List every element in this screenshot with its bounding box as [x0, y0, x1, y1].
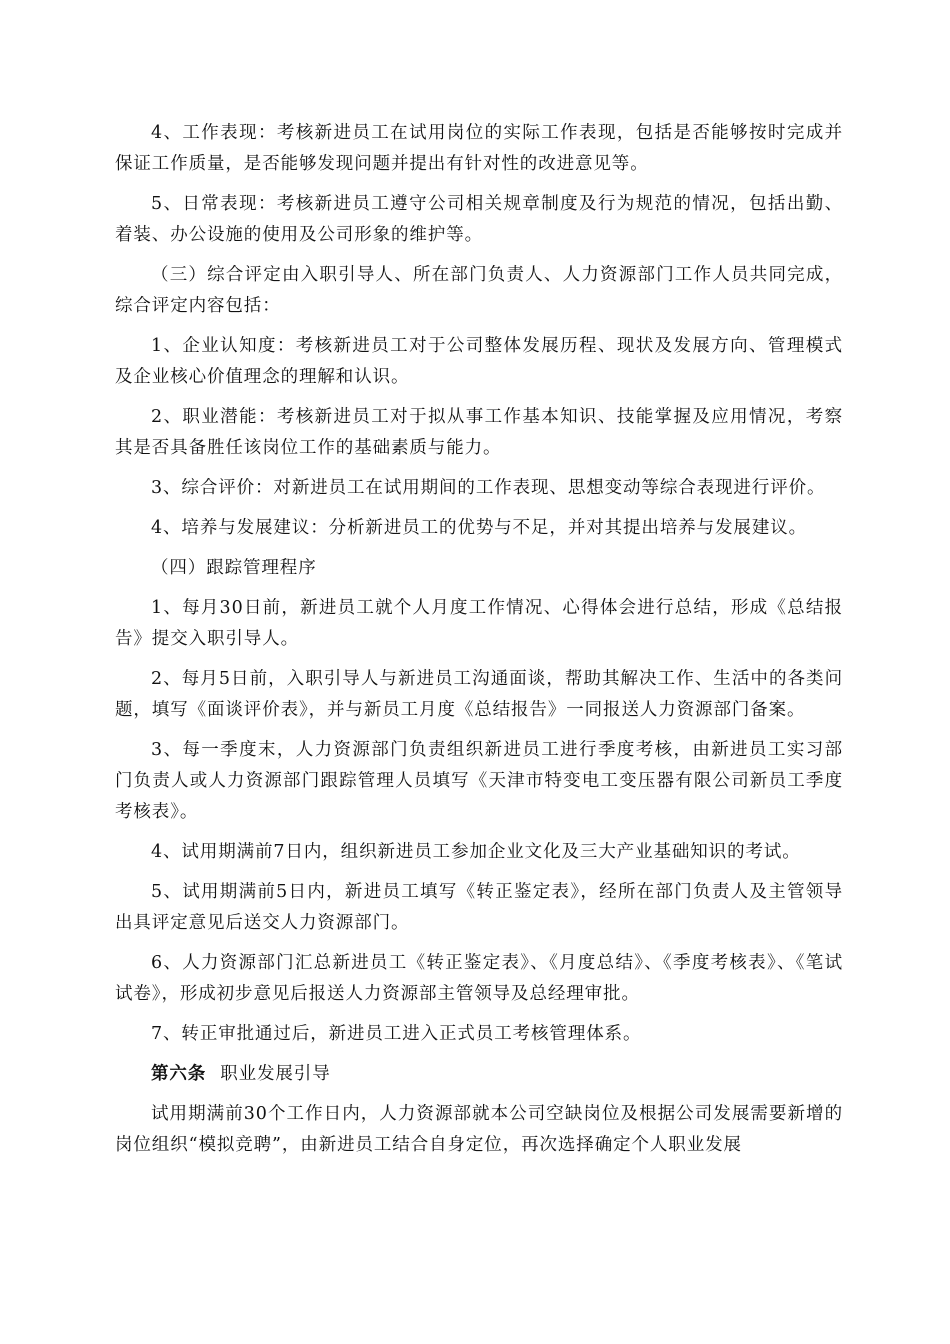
document-body: [115, 118, 843, 1170]
paragraph: 5、日常表现：考核新进员工遵守公司相关规章制度及行为规范的情况，包括出勤、着装、办公设施的使用及公司形象的维护等。: [115, 194, 843, 245]
paragraph: 3、综合评价：对新进员工在试用期间的工作表现、思想变动等综合表现进行评价。: [151, 478, 826, 498]
paragraph: 4、工作表现：考核新进员工在试用岗位的实际工作表现，包括是否能够按时完成并保证工作质量，是否能够发现问题并提出有针对性的改进意见等。: [115, 123, 843, 174]
paragraph: 6、人力资源部门汇总新进员工《转正鉴定表》、《月度总结》、《季度考核表》、《笔试试卷》，形成初步意见后报送人力资源部主管领导及总经理审批。: [115, 953, 843, 1004]
paragraph: 2、每月5日前，入职引导人与新进员工沟通面谈，帮助其解决工作、生活中的各类问题，填写《面谈评价表》，并与新员工月度《总结报告》一同报送人力资源部门备案。: [115, 669, 843, 720]
paragraph: 5、试用期满前5日内，新进员工填写《转正鉴定表》，经所在部门负责人及主管领导出具评定意见后送交人力资源部门。: [115, 882, 843, 933]
section-heading: （四）跟踪管理程序: [151, 558, 317, 578]
paragraph: 3、每一季度末，人力资源部门负责组织新进员工进行季度考核，由新进员工实习部门负责人或人力资源部门跟踪管理人员填写《天津市特变电工变压器有限公司新员工季度考核表》。: [115, 740, 843, 822]
paragraph: 1、企业认知度：考核新进员工对于公司整体发展历程、现状及发展方向、管理模式及企业核心价值理念的理解和认识。: [115, 336, 843, 387]
article-number: 第六条: [151, 1064, 207, 1084]
paragraph: 2、职业潜能：考核新进员工对于拟从事工作基本知识、技能掌握及应用情况，考察其是否具备胜任该岗位工作的基础素质与能力。: [115, 407, 843, 458]
paragraph: 7、转正审批通过后，新进员工进入正式员工考核管理体系。: [151, 1024, 642, 1044]
paragraph: （三）综合评定由入职引导人、所在部门负责人、人力资源部门工作人员共同完成，综合评定内容包括：: [115, 265, 843, 316]
article-title: 职业发展引导: [220, 1064, 331, 1084]
article-heading: [115, 1059, 843, 1090]
paragraph: 4、试用期满前7日内，组织新进员工参加企业文化及三大产业基础知识的考试。: [151, 842, 801, 862]
paragraph: 1、每月30日前，新进员工就个人月度工作情况、心得体会进行总结，形成《总结报告》提交入职引导人。: [115, 598, 843, 649]
paragraph: 4、培养与发展建议：分析新进员工的优势与不足，并对其提出培养与发展建议。: [151, 518, 808, 538]
paragraph: 试用期满前30个工作日内，人力资源部就本公司空缺岗位及根据公司发展需要新增的岗位组织“模拟竞聘”，由新进员工结合自身定位，再次选择确定个人职业发展: [115, 1104, 843, 1155]
